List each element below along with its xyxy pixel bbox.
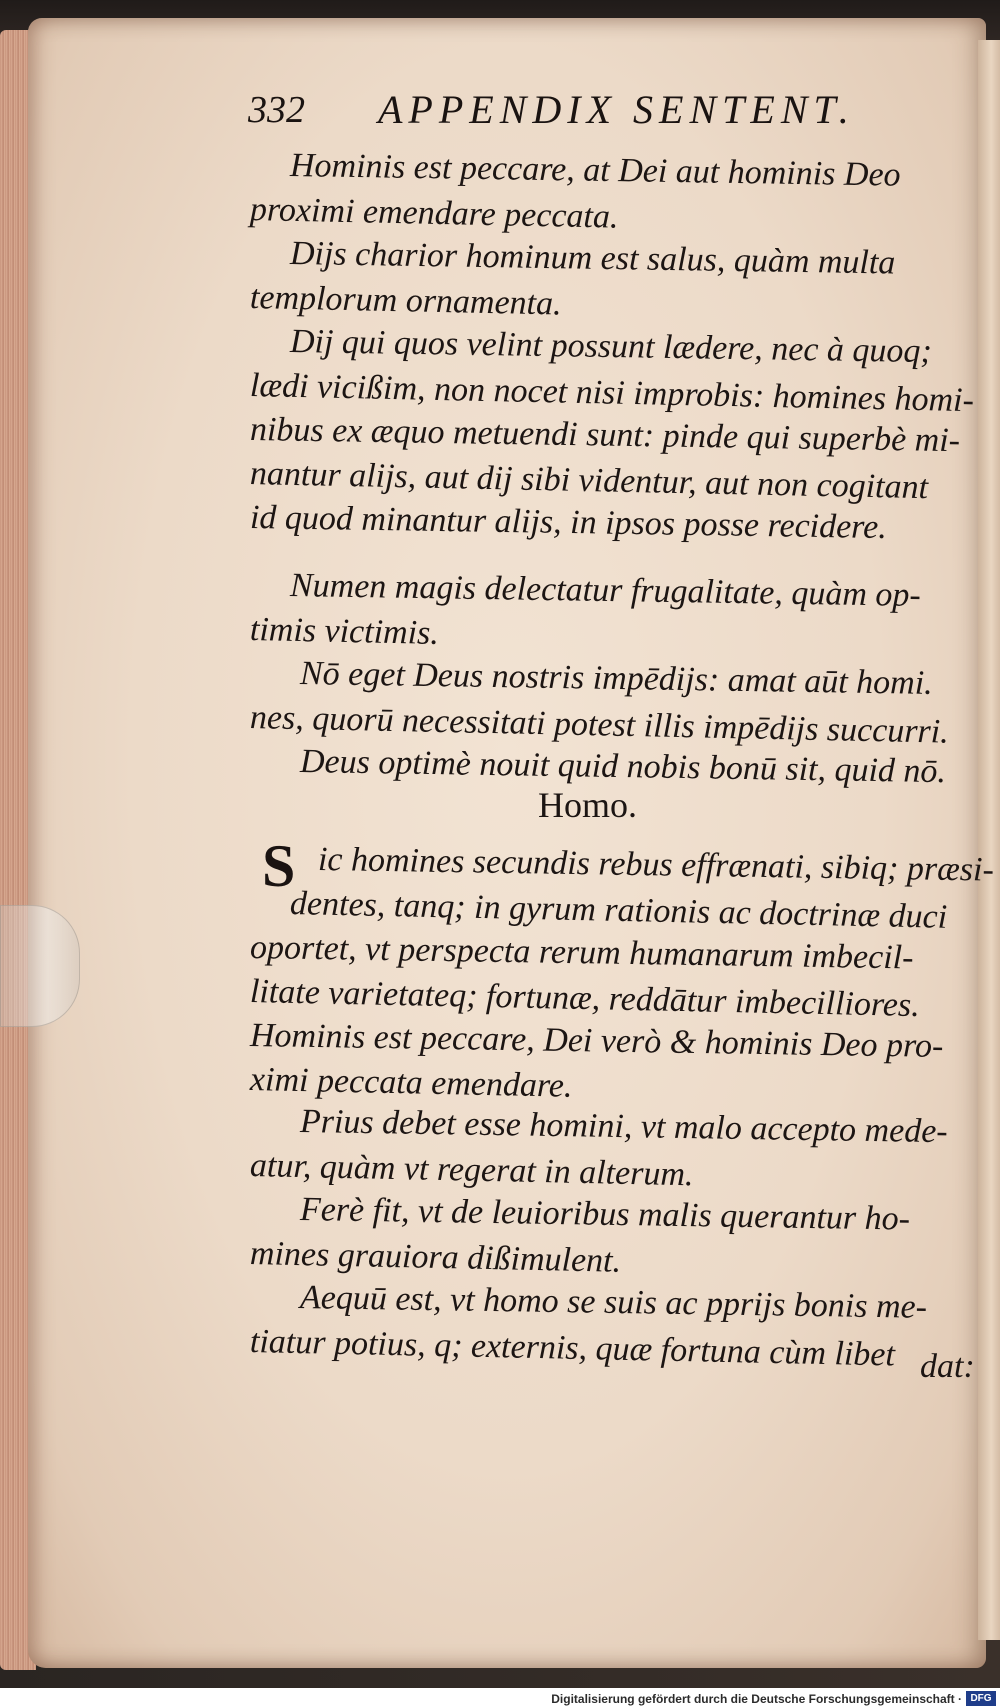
text-line: Ferè fit, vt de leuioribus malis querantur ho- [299, 1191, 911, 1238]
page-header [248, 80, 968, 136]
text-line: id quod minantur alijs, in ipsos posse recidere. [249, 499, 888, 547]
text-line: Hominis est peccare, Dei verò & hominis Deo pro- [249, 1017, 944, 1065]
text-line: nes, quorū necessitati potest illis impēdijs succurri. [249, 699, 950, 751]
text-line: oportet, vt perspecta rerum humanarum imbecil- [249, 929, 914, 977]
text-line: ic homines secundis rebus effrænati, sibiq; præsi- [317, 841, 995, 889]
digitization-footer [0, 1688, 1000, 1708]
text-line: templorum ornamenta. [249, 279, 562, 323]
text-line: litate varietateq; fortunæ, reddātur imbecilliores. [249, 973, 921, 1025]
section-heading: Homo. [538, 785, 637, 825]
text-line: lædi vicißim, non nocet nisi improbis: homines homi- [249, 367, 975, 420]
running-head: APPENDIX SENTENT. [378, 87, 855, 132]
facing-page-edge [978, 40, 1000, 1640]
text-line: atur, quàm vt regerat in alterum. [249, 1147, 694, 1194]
text-line: Dijs charior hominum est salus, quàm multa [289, 235, 896, 282]
text-line: nantur alijs, aut dij sibi videntur, aut non cogitant [249, 455, 929, 507]
text-line: Dij qui quos velint possunt lædere, nec à quoq; [289, 323, 933, 371]
text-line: ximi peccata emendare. [249, 1061, 573, 1105]
text-line: dentes, tanq; in gyrum rationis ac doctrinæ duci [289, 885, 948, 936]
text-line: timis victimis. [249, 611, 440, 652]
bookmark-clip [0, 905, 80, 1027]
text-line: Hominis est peccare, at Dei aut hominis Deo [289, 147, 901, 194]
text-line: tiatur potius, q; externis, quæ fortuna cùm libet [249, 1323, 896, 1374]
text-line: Prius debet esse homini, vt malo accepto mede- [299, 1103, 948, 1151]
catchword: dat: [920, 1348, 975, 1385]
text-line: proximi emendare peccata. [249, 191, 619, 236]
text-line: Deus optimè nouit quid nobis bonū sit, quid nō. [299, 743, 947, 791]
funding-credit: Digitalisierung gefördert durch die Deutsche Forschungsgemeinschaft · [551, 1692, 962, 1706]
dfg-logo: DFG [966, 1691, 996, 1706]
text-line: Numen magis delectatur frugalitate, quàm op- [289, 567, 922, 614]
text-line: Aequū est, vt homo se suis ac pprijs bonis me- [299, 1279, 928, 1326]
text-line: nibus ex æquo metuendi sunt: pinde qui superbè mi- [249, 411, 961, 460]
drop-capital: S [262, 833, 296, 899]
page-number: 332 [248, 89, 305, 131]
text-line: Nō eget Deus nostris impēdijs: amat aūt homi. [299, 655, 933, 702]
text-line: mines grauiora dißimulent. [249, 1235, 622, 1280]
